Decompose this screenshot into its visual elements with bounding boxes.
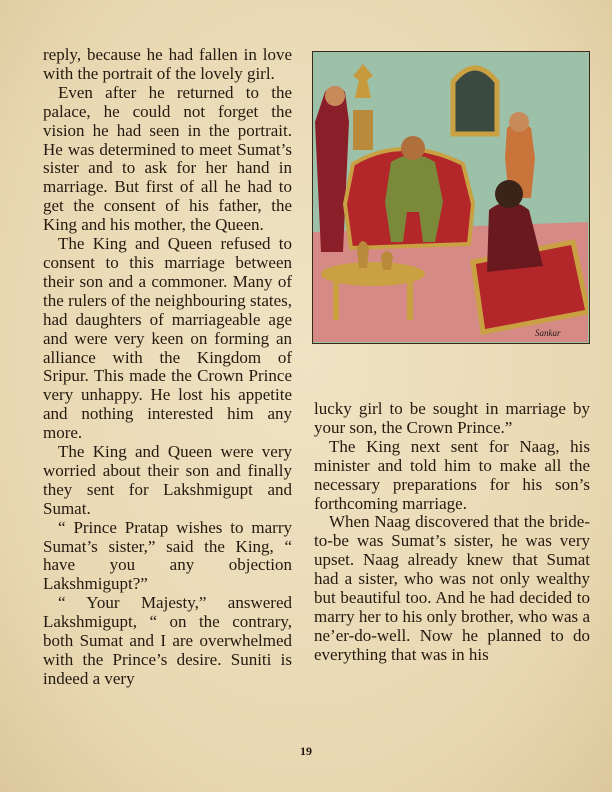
paragraph: When Naag discovered that the bride-to-be was Sumat’s sister, he was very upset. Naag already knew that Sumat had a sister, who was not only wealthy but beautiful too. And he had decided to marry her to his only brother, who was a ne’er-do-well. Now he planned to do everything that was in his <box>314 512 590 664</box>
court-scene-illustration <box>312 51 590 344</box>
prince-head <box>495 180 523 208</box>
woman-left-head <box>325 86 345 106</box>
standing-woman-left <box>315 86 349 252</box>
king-head <box>401 136 425 160</box>
paragraph: The King and Queen refused to consent to this marriage between their son and a commoner. Many of the rulers of the neighbouring states, had daughters of marriageable age and were very keen on forming an alliance with the Kingdom of Sripur. This made the Crown Prince very unhappy. He lost his appetite and nothing interested him any more. <box>43 234 292 443</box>
paragraph: “ Your Majesty,” answered Lakshmigupt, “ on the contrary, both Sumat and I are overwhelmed with the Prince’s desire. Suniti is indeed a very <box>43 593 292 688</box>
right-text-column <box>314 400 590 665</box>
left-text-column <box>43 46 292 689</box>
paragraph: The King and Queen were very worried about their son and finally they sent for Lakshmigupt and Sumat. <box>43 442 292 518</box>
arched-window <box>453 68 497 134</box>
paragraph: Even after he returned to the palace, he could not forget the vision he had seen in the portrait. He was determined to meet Sumat’s sister and to ask for her hand in marriage. But first of all he had to get the consent of his father, the King and his mother, the Queen. <box>43 82 292 235</box>
paragraph: “ Prince Pratap wishes to marry Sumat’s sister,” said the King, “ have you any objection Lakshmigupt?” <box>43 517 292 594</box>
paragraph: reply, because he had fallen in love with the portrait of the lovely girl. <box>43 45 292 83</box>
artist-signature: Sankar <box>535 328 561 338</box>
page-number: 19 <box>300 744 312 758</box>
woman-right-head <box>509 112 529 132</box>
pedestal <box>353 110 373 150</box>
paragraph: The King next sent for Naag, his minister and told him to make all the necessary preparations for his son’s forthcoming marriage. <box>314 436 590 513</box>
paragraph: lucky girl to be sought in marriage by your son, the Crown Prince.” <box>314 399 590 437</box>
